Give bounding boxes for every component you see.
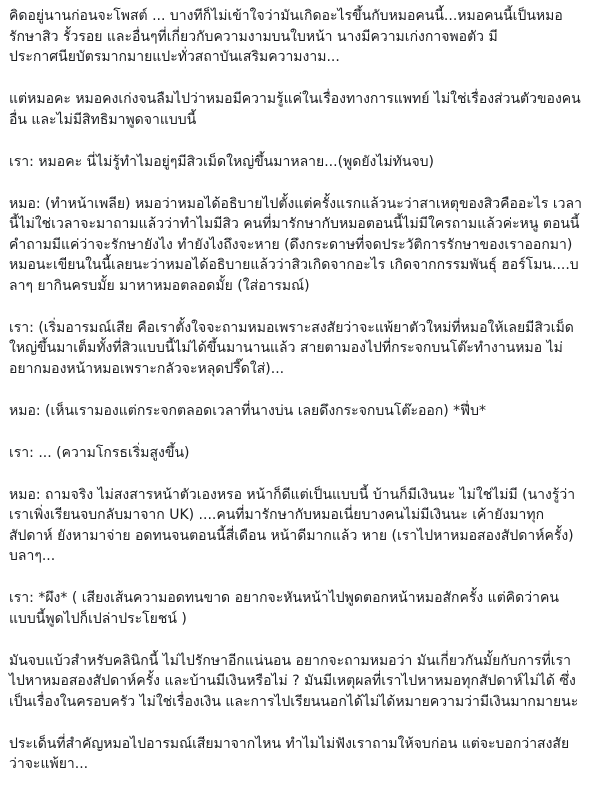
text-line: หมอ: (เห็นเรามองแต่กระจกตลอดเวลาที่นางบ่น เลยดึงกระจกบนโต๊ะออก) *ฟึ่บ* — [9, 402, 486, 419]
paragraph-dialogue-doctor-2 — [9, 401, 593, 422]
paragraph-complaint — [9, 89, 593, 130]
text-line: คิดอยู่นานก่อนจะโพสต์ ... บางทีก็ไม่เข้าใจว่ามันเกิดอะไรขึ้นกับหมอคนนี้...หมอคนนี้เป็นหมอ — [9, 8, 563, 24]
text-line: อื่น และไม่มีสิทธิมาพูดจาแบบนี้ — [9, 111, 197, 128]
paragraph-dialogue-doctor-3 — [9, 485, 593, 567]
text-line: สัปดาห์ ยังหามาจ่าย อดทนจนตอนนี้สี่เดือน หน้าดีมากแล้ว หาย (เราไปหาหมอสองสัปดาห์ครั้ง) — [9, 527, 574, 544]
paragraph-dialogue-us-1 — [9, 152, 593, 173]
paragraph-dialogue-us-2 — [9, 318, 593, 380]
post-body — [9, 6, 593, 796]
paragraph-final-point — [9, 734, 593, 775]
text-line: เรา: (เริ่มอารมณ์เสีย คือเราตั้งใจจะถามหมอเพราะสงสัยว่าจะแพ้ยาตัวใหม่ที่หมอให้เลยมีสิวเม็ด — [9, 319, 574, 336]
text-line: เราเพิ่งเรียนจบกลับมาจาก UK) ....คนที่มารักษากับหมอเนี่ยบางคนไม่มีเงินนะ เค้ายังมาทุก — [9, 507, 545, 523]
text-line: นี้ไม่ใช่เวลาจะมาถามแล้วว่าทำไมมีสิว คนที่มารักษากับหมอตอนนี้ไม่มีใครถามแล้วค่ะหนู ตอนนี้ — [9, 216, 580, 232]
text-line: รักษาสิว รั้วรอย และอื่นๆที่เกี่ยวกับความงามบนใบหน้า นางมีความเก่งกาจพอตัว มี — [9, 28, 498, 45]
paragraph-intro — [9, 6, 593, 68]
text-line: เรา: ... (ความโกรธเริ่มสูงขึ้น) — [9, 444, 190, 461]
text-line: แบบนี้พูดไปก็เปล่าประโยชน์ ) — [9, 610, 187, 627]
paragraph-dialogue-us-4 — [9, 588, 593, 629]
text-line: ประกาศนียบัตรมากมายแปะทั่วสถาบันเสริมความงาม... — [9, 49, 340, 65]
text-line: ใหญ่ขึ้นมาเต็มทั้งที่สิวแบบนี้ไม่ได้ขึ้นมานานแล้ว สายตามองไปที่กระจกบนโต๊ะทำงานหมอ ไม่ — [9, 340, 563, 356]
text-line: มันจบแบ้วสำหรับคลินิกนี้ ไม่ไปรักษาอีกแน่นอน อยากจะถามหมอว่า มันเกี่ยวกันมั้ยกับการที่เรา — [9, 652, 571, 669]
text-line: แต่หมอคะ หมอคงเก่งจนลืมไปว่าหมอมีความรู้แค่ในเรื่องทางการแพทย์ ไม่ใช่เรื่องส่วนตัวของคน — [9, 91, 581, 107]
text-line: อยากมองหน้าหมอเพราะกลัวจะหลุดปรี๊ดใส่)... — [9, 360, 285, 377]
text-line: หมอนะเขียนในนี้เลยนะว่าหมอได้อธิบายแล้วว่าสิวเกิดจากอะไร เกิดจากกรรมพันธุ์ ฮอร์โมน....บ — [9, 257, 579, 273]
text-line: หมอ: ถามจริง ไม่สงสารหน้าตัวเองหรอ หน้าก็ดีแต่เป็นแบบนี้ บ้านก็มีเงินนะ ไม่ใช่ไม่มี (นางรู้ว่า — [9, 486, 576, 503]
paragraph-dialogue-us-3 — [9, 443, 593, 464]
paragraph-dialogue-doctor-1 — [9, 194, 593, 297]
text-line: บลาๆ... — [9, 548, 56, 564]
text-line: ว่าจะแพ้ยา... — [9, 756, 89, 772]
text-line: หมอ: (ทำหน้าเพลีย) หมอว่าหมอได้อธิบายไปตั้งแต่ครั้งแรกแล้วนะว่าสาเหตุของสิวคืออะไร เวลา — [9, 195, 582, 212]
text-line: ไปหาหมอสองสัปดาห์ครั้ง และบ้านมีเงินหรือไม่ ? มันมีเหตุผลที่เราไปหาหมอทุกสัปดาห์ไม่ได้ ซึ่ง — [9, 673, 576, 689]
paragraph-conclusion — [9, 651, 593, 713]
text-line: เป็นเรื่องในครอบครัว ไม่ใช่เรื่องเงิน และการไปเรียนนอกได้ไม่ได้หมายความว่ามีเงินมากมายนะ — [9, 693, 579, 710]
text-line: เรา: *ผึง* ( เสียงเส้นความอดทนขาด อยากจะหันหน้าไปพูดตอกหน้าหมอสักครั้ง แต่คิดว่าคน — [9, 590, 559, 606]
text-line: ประเด็นที่สำคัญหมอไปอารมณ์เสียมาจากไหน ทำไมไม่ฟังเราถามให้จบก่อน แต่จะบอกว่าสงสัย — [9, 735, 570, 752]
text-line: ลาๆ ยากินครบมั้ย มาหาหมอตลอดมั้ย (ใส่อารมณ์) — [9, 277, 310, 294]
text-line: เรา: หมอคะ นี่ไม่รู้ทำไมอยู่ๆมีสิวเม็ดใหญ่ขึ้นมาหลาย...(พูดยังไม่ทันจบ) — [9, 153, 435, 170]
text-line: คำถามมีแค่ว่าจะรักษายังไง ทำยังไงถึงจะหาย (ดึงกระดาษที่จดประวัติการรักษาของเราออกมา) — [9, 236, 573, 253]
